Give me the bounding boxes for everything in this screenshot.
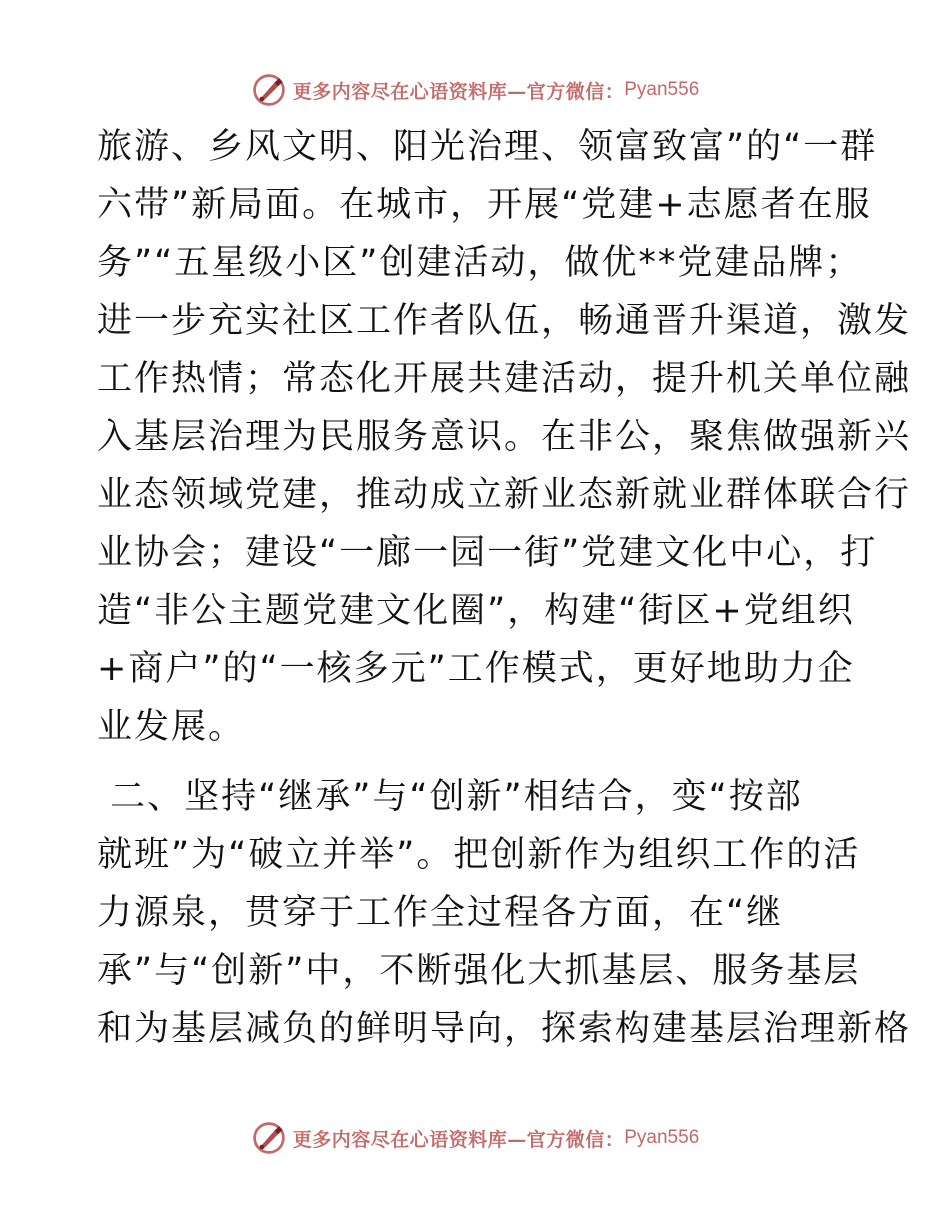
footer-watermark-banner — [0, 1118, 950, 1158]
watermark-text: 更多内容尽在心语资料库—官方微信： — [292, 1128, 625, 1151]
header-watermark-banner — [0, 70, 950, 110]
text-line: 业态领域党建，推动成立新业态新就业群体联合行 — [97, 475, 912, 515]
watermark-wechat-id: Pyan556 — [624, 1127, 700, 1148]
paragraph-2 — [97, 768, 912, 1058]
paragraph-1 — [97, 118, 912, 756]
text-line: 和为基层减负的鲜明导向，探索构建基层治理新格 — [97, 1009, 912, 1049]
pen-nib-logo-icon — [251, 1120, 287, 1156]
text-line: +商户”的“一核多元”工作模式，更好地助力企 — [97, 649, 855, 689]
text-line: 旅游、乡风文明、阳光治理、领富致富”的“一群 — [97, 127, 878, 167]
text-line: 业协会；建设“一廊一园一街”党建文化中心，打 — [97, 533, 878, 573]
text-line: 承”与“创新”中，不断强化大抓基层、服务基层 — [97, 951, 861, 991]
paragraph-gap — [97, 756, 857, 768]
text-line: 力源泉，贯穿于工作全过程各方面，在“继 — [97, 893, 784, 933]
pen-nib-logo-icon — [251, 72, 287, 108]
watermark-text: 更多内容尽在心语资料库—官方微信： — [292, 80, 625, 103]
text-line: 就班”为“破立并举”。把创新作为组织工作的活 — [97, 835, 861, 875]
text-line: 入基层治理为民服务意识。在非公，聚焦做强新兴 — [97, 417, 912, 457]
watermark-wechat-id: Pyan556 — [624, 79, 700, 100]
text-line: 工作热情；常态化开展共建活动，提升机关单位融 — [97, 359, 912, 399]
text-line: 业发展。 — [97, 707, 246, 747]
text-line: 务”“五星级小区”创建活动，做优**党建品牌； — [97, 243, 863, 283]
document-body — [97, 118, 912, 1058]
text-line: 进一步充实社区工作者队伍，畅通晋升渠道，激发 — [97, 301, 912, 341]
text-line: 六带”新局面。在城市，开展“党建+志愿者在服 — [97, 185, 872, 225]
text-line: 造“非公主题党建文化圈”，构建“街区+党组织 — [97, 591, 855, 631]
section-heading-line: 二、坚持“继承”与“创新”相结合，变“按部 — [97, 777, 803, 817]
